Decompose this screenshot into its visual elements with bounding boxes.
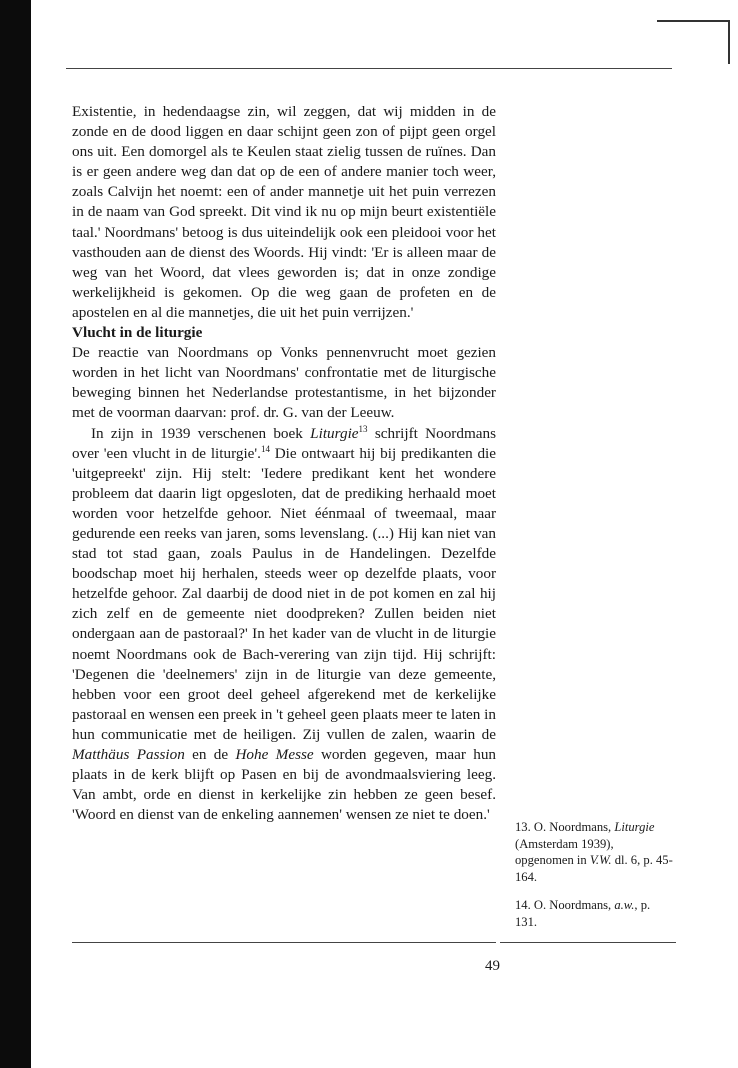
scan-edge-shadow [0, 0, 31, 1068]
note-title: Liturgie [614, 820, 655, 834]
text-run: 14. O. Noordmans, [515, 898, 615, 913]
section-heading: Vlucht in de liturgie [72, 324, 203, 342]
footnote-rule [500, 942, 676, 943]
text-run: en de [184, 746, 236, 763]
paragraph-liturgie [72, 424, 496, 826]
work-title: Hohe Messe [235, 746, 314, 763]
footnotes-column [515, 819, 675, 943]
crop-mark-horizontal [657, 20, 730, 22]
footnote-ref-13[interactable]: 13 [358, 423, 368, 434]
text-run: worden gegeven, maar hun plaats in de kerk blijft op Pasen en bij de avondmaalsviering leeg. Van ambt, orde en dienst in kerkelijke zin hebben ze geen besef. 'Woord en dienst van de enkeling aannemen' wensen ze niet te doen.' [72, 746, 497, 824]
text-run: In zijn in 1939 verschenen boek [91, 424, 311, 442]
footer-rule [72, 942, 496, 943]
text-run: schrijft Noordmans over 'een vlucht in de liturgie'. [72, 424, 496, 462]
text-run: Die ontwaart hij bij predikanten die 'uitgepreekt' zijn. Hij stelt: 'Iedere predikant kent het wondere probleem dat daarin ligt opgesloten, dat de prediking herhaald moet worden voor hetzelfde gehoor. Niet éénmaal of tweemaal, maar gedurende een reeks van jaren, soms levenslang. (...) Hij kan niet van stad tot stad gaan, zoals Paulus in de Handelingen. Dezelfde boodschap moet hij herhalen, steeds weer op dezelfde plaats, voor hetzelfde gehoor. Zal daarbij de dood niet in de pot komen en zal hij zich zelf en de gemeente niet doodpreken? Zullen beiden niet ondergaan aan de pastoraal?' In het kader van de vlucht in de liturgie noemt Noordmans ook de Bach-verering van zijn tijd. Hij schrijft: 'Degenen die 'deelnemers' zijn in de liturgie van deze gemeente, hebben voor een groot deel geheel afgerekend met de kerkelijke pastoraal en wensen een preek in 't geheel geen plaats meer te laten in hun communicatie met de heiligen. Zij vullen de zalen, waarin de [72, 444, 496, 743]
book-title: Liturgie [310, 424, 359, 442]
paragraph-reactie: De reactie van Noordmans op Vonks pennenvrucht moet gezien worden in het licht van Noordmans' confrontatie met de liturgische beweging binnen het Nederlandse protestantisme, in het bijzonder met de voorman daarvan: prof. dr. G. van der Leeuw. [72, 344, 496, 422]
crop-mark-vertical [728, 20, 730, 64]
paragraph-existentie: Existentie, in hedendaagse zin, wil zeggen, dat wij midden in de zonde en de dood liggen en daar schijnt geen zon of pijpt geen orgel ons uit. Een domorgel als te Keulen staat zielig tussen de ruïnes. Dan is er geen andere weg dan dat op de een of andere manier toch weer, zoals Calvijn het noemt: een of ander mannetje uit het puin verrezen in de naam van God spreekt. Dit vind ik nu op mijn beurt existentiële taal.' Noordmans' betoog is dus uiteindelijk ook een pleidooi voor het vasthouden aan de dienst des Woords. Hij vindt: 'Er is alleen maar de weg van het Woord, dat vlees geworden is; dat in onze zondige werkelijkheid is gekomen. Op die weg gaan de profeten en de apostelen en al die mannetjes, die uit het puin verrijzen.' [72, 103, 496, 321]
text-run: , p. 131. [515, 898, 651, 929]
text-run: dl. 6, p. 45-164. [515, 853, 673, 884]
footnote-14 [515, 897, 675, 930]
note-abbrev: a.w. [614, 898, 635, 913]
main-text-column [72, 102, 496, 825]
text-run: 13. O. Noordmans, [515, 820, 615, 834]
footnote-ref-14[interactable]: 14 [260, 443, 270, 454]
header-rule [66, 68, 672, 69]
note-abbrev: V.W. [589, 853, 612, 868]
work-title: Matthäus Passion [72, 746, 185, 763]
page-number: 49 [485, 958, 500, 974]
footnote-13 [515, 819, 675, 885]
text-run: (Amsterdam 1939), opgenomen in [515, 836, 614, 868]
